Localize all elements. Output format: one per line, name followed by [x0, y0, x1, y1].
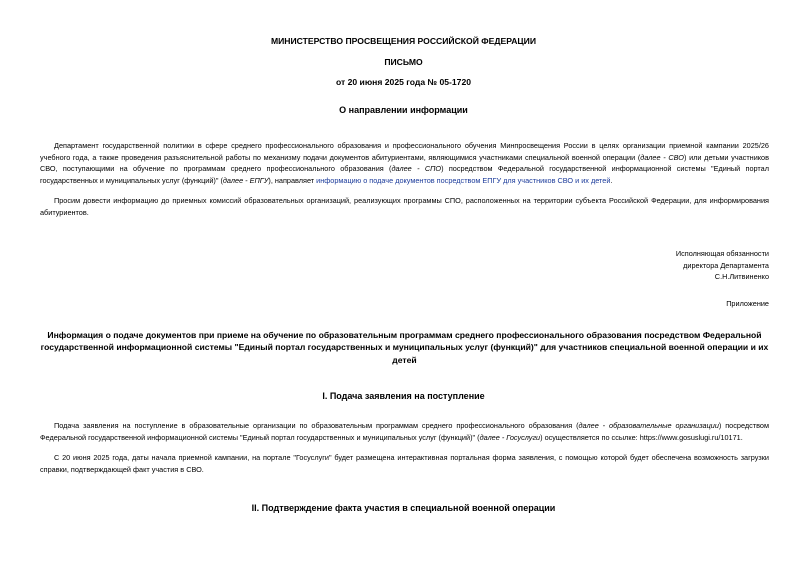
section-1-title: I. Подача заявления на поступление [322, 391, 485, 401]
ministry-title: МИНИСТЕРСТВО ПРОСВЕЩЕНИЯ РОССИЙСКОЙ ФЕДЕРАЦИИ [270, 36, 537, 46]
p1-spo-term: далее - СПО [391, 164, 442, 173]
section-2-title: II. Подтверждение факта участия в специальной военной операции [251, 503, 556, 513]
document-type: ПИСЬМО [384, 57, 423, 67]
section-1-paragraph-2: С 20 июня 2025 года, даты начала приемной кампании, на портале "Госуслуги" будет размещена интерактивная портальная форма заявления, с помощью которой будет обеспечена возможность загрузки справки, подтверждающей факт участия в СВО. [40, 453, 769, 474]
signature-line-3: С.Н.Литвиненко [714, 272, 769, 281]
p1-text-e: . [610, 175, 613, 185]
appendix-link[interactable]: информацию о подаче документов посредством ЕПГУ для участников СВО и их детей [316, 175, 611, 185]
p1-text-d: ), направляет [268, 175, 317, 185]
s1-text-a: Подача заявления на поступление в образовательные организации по образовательным программам среднего профессионального образования ( [54, 421, 579, 430]
appendix-label: Приложение [726, 299, 769, 308]
signature-block [569, 248, 769, 283]
s1-edu-term: далее - образовательные организации [578, 421, 719, 430]
p1-text-c: ) посредством Федеральной государственной информационной системы "Единый портал государственных и муниципальных услуг (функций)" ( [40, 164, 769, 185]
s1-text-b: ) посредством Федеральной государственной информационной системы "Единый портал государственных и муниципальных услуг (функций)" ( [40, 421, 769, 442]
document-subject: О направлении информации [339, 105, 468, 115]
s1-gosuslugi-term: далее - Госуслуги [479, 432, 541, 442]
body-paragraph-1 [40, 140, 769, 186]
section-1-paragraph-1 [40, 420, 769, 443]
p1-text-b: ) или детьми участников СВО, поступающими на обучение по программам среднего профессионального образования ( [40, 152, 769, 173]
document-date-number: от 20 июня 2025 года № 05-1720 [335, 77, 472, 87]
signature-line-2: директора Департамента [683, 260, 769, 270]
s1-text-c: ) осуществляется по ссылке: https://www.gosuslugi.ru/10171. [540, 432, 743, 442]
body-paragraph-2: Просим довести информацию до приемных комиссий образовательных организаций, реализующих программы СПО, расположенных на территории субъекта Российской Федерации, для информирования абитуриентов. [40, 196, 769, 217]
p1-epgu-term: далее - ЕПГУ [222, 175, 269, 185]
appendix-title: Информация о подаче документов при приеме на обучение по образовательным программам среднего профессионального образования посредством Федеральной государственной информационной системы "Единый портал государственных и муниципальных услуг (функций)" для участников специальной военной операции и их детей [40, 330, 769, 365]
signature-line-1: Исполняющая обязанности [675, 249, 769, 258]
p1-svo-term: далее - СВО [640, 152, 684, 162]
p1-text: Департамент государственной политики в сфере среднего профессионального образования и профессионального обучения Минпросвещения России в целях организации приемной кампании 2025/26 учебного года, а также проведения разъяснительной работы по механизму подачи документов абитуриентами, являющимися участниками специальной военной операции ( [40, 141, 769, 162]
